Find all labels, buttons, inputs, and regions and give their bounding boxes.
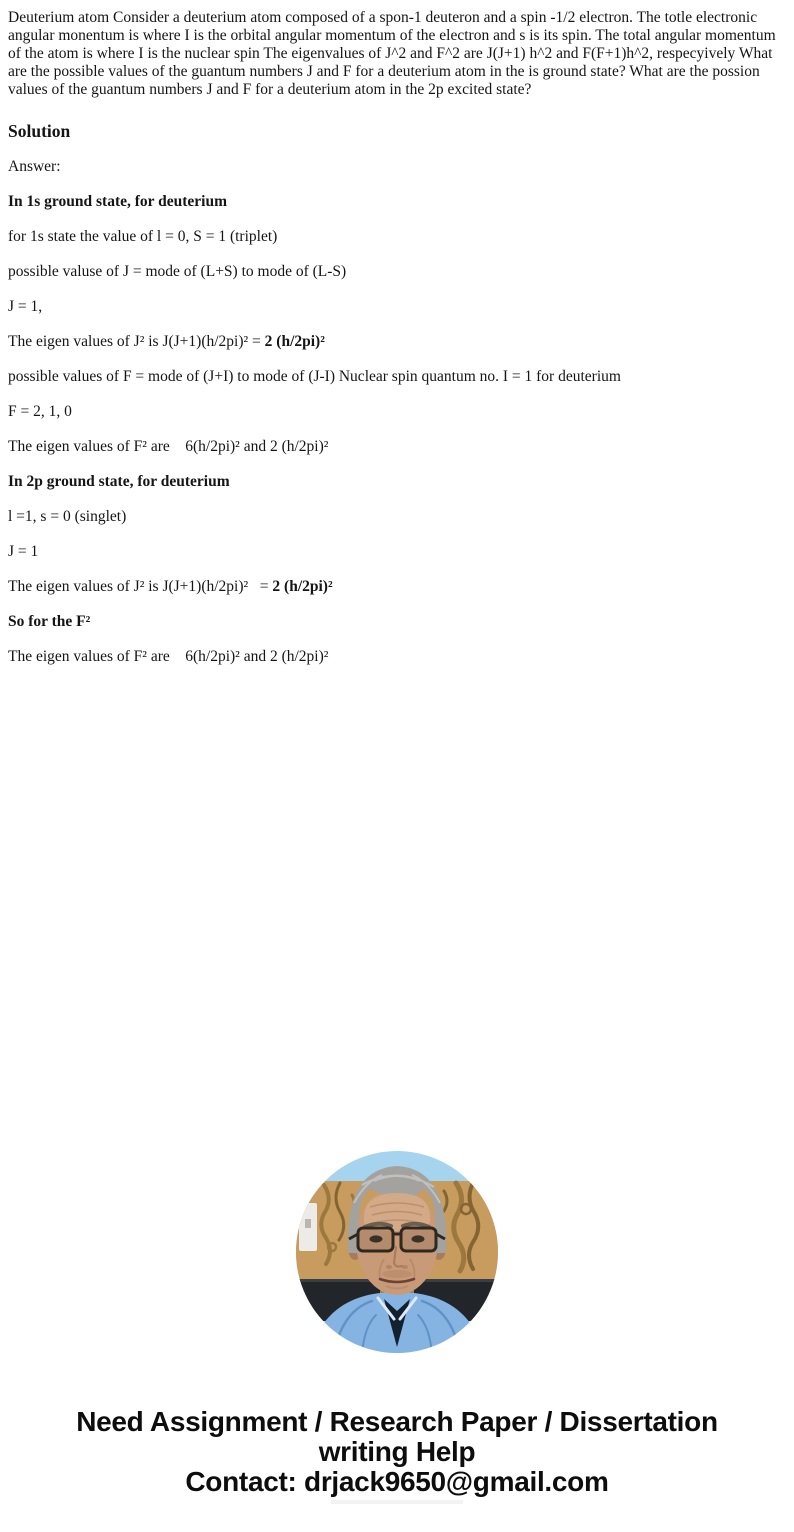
tutor-photo (8, 1151, 786, 1353)
photo-lip-shadow (382, 1270, 412, 1278)
footer-line-2: writing Help (318, 1436, 476, 1467)
photo-nostril-right (402, 1265, 408, 1269)
s1-j-value-line: J = 1, (8, 298, 43, 315)
s1-possible-j-line: possible valuse of J = mode of (L+S) to mode of (L-S) (8, 263, 347, 280)
s1-possible-f-line: possible values of F = mode of (J+I) to mode of (J-I) Nuclear spin quantum no. I = 1 for deuterium (8, 368, 621, 385)
s2-j2-eigen-line (8, 577, 786, 596)
s1-f-values-line: F = 2, 1, 0 (8, 403, 72, 420)
section-2p-heading: In 2p ground state, for deuterium (8, 473, 230, 490)
s1-j2-eigen-line (8, 332, 786, 351)
s2-j2-eigen-value: 2 (h/2pi)² (272, 578, 333, 595)
s1-triplet-line: for 1s state the value of l = 0, S = 1 (triplet) (8, 228, 278, 245)
footer-line-1: Need Assignment / Research Paper / Dissertation (76, 1406, 718, 1437)
s2-j2-eigen-prefix: The eigen values of J² is J(J+1)(h/2pi)² = (8, 578, 273, 595)
footer-ad (8, 1407, 786, 1504)
document (0, 9, 794, 1522)
photo-switch (305, 1219, 311, 1228)
tutor-photo-image (296, 1151, 498, 1353)
problem-statement: Deuterium atom Consider a deuterium atom composed of a spon-1 deuteron and a spin -1/2 electron. The totle electronic angular monentum is where I is the orbital angular momentum of the electron and s is its spin. The total angular momentum of the atom is where I is the nuclear spin The eigenvalues of J^2 and F^2 are J(J+1) h^2 and F(F+1)h^2, respecyively What are the possible values of the guantum numbers J and F for a deuterium atom in the is ground state? What are the possion values of the guantum numbers J and F for a deuterium atom in the 2p excited state? (8, 9, 776, 98)
section-1s-heading: In 1s ground state, for deuterium (8, 193, 228, 210)
s2-f2-heading: So for the F² (8, 613, 91, 630)
s1-j2-eigen-prefix: The eigen values of J² is J(J+1)(h/2pi)² = (8, 333, 265, 350)
photo-nostril-left (386, 1265, 392, 1269)
s2-f2-eigen-line: The eigen values of F² are 6(h/2pi)² and 2 (h/2pi)² (8, 648, 329, 665)
s1-j2-eigen-value: 2 (h/2pi)² (264, 333, 325, 350)
footer-contact-email: Contact: drjack9650@gmail.com (185, 1466, 609, 1497)
bottom-spacer (8, 1504, 786, 1522)
answer-label: Answer: (8, 158, 61, 175)
s2-singlet-line: l =1, s = 0 (singlet) (8, 508, 127, 525)
s2-j-value-line: J = 1 (8, 543, 39, 560)
solution-heading: Solution (8, 121, 71, 141)
s1-f2-eigen-line: The eigen values of F² are 6(h/2pi)² and 2 (h/2pi)² (8, 438, 329, 455)
